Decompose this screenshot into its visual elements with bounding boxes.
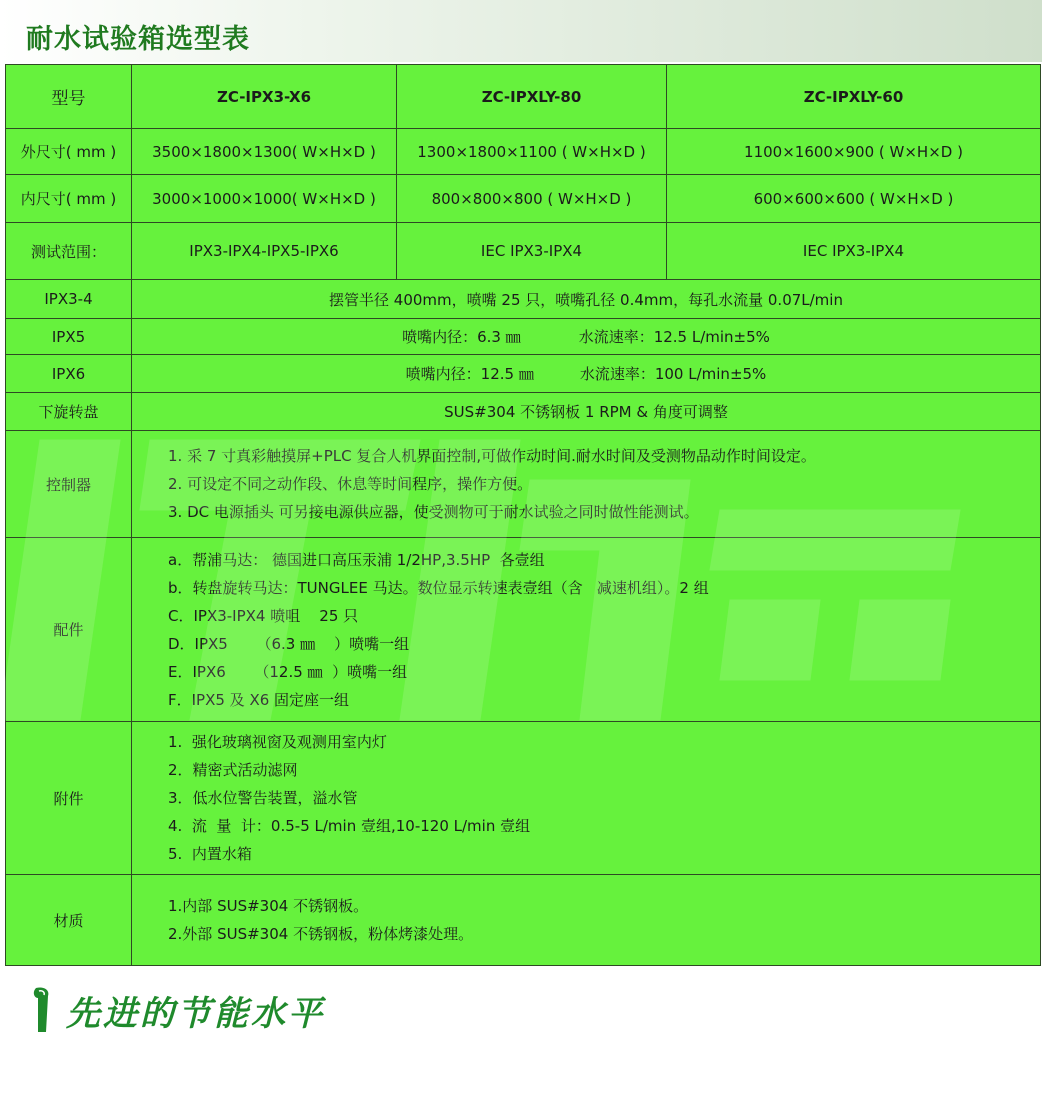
row-label-material: 材质 [6,875,132,966]
table-cell: IPX3-IPX4-IPX5-IPX6 [132,223,397,280]
table-cell: 摆管半径 400mm，喷嘴 25 只，喷嘴孔径 0.4mm，每孔水流量 0.07L/min [132,280,1041,319]
list-item: 1. 采 7 寸真彩触摸屏+PLC 复合人机界面控制,可做作动时间.耐水时间及受测物品动作时间设定。 [168,447,816,465]
table-row-material [6,875,1041,966]
row-label-turntable: 下旋转盘 [6,393,132,431]
list-item: 2.外部 SUS#304 不锈钢板，粉体烤漆处理。 [168,925,474,943]
table-cell: 600×600×600 ( W×H×D ) [667,175,1041,223]
table-cell: 1100×1600×900 ( W×H×D ) [667,129,1041,175]
list-item: 1.内部 SUS#304 不锈钢板。 [168,897,369,915]
list-item: 3. DC 电源插头 可另接电源供应器，使受测物可于耐水试验之同时做性能测试。 [168,503,699,521]
table-row-ipx5 [6,319,1041,355]
list-item: a．帮浦马达： 德国进口高压汞浦 1/2HP,3.5HP 各壹组 [168,550,545,569]
table-row-ipx6 [6,355,1041,393]
table-cell-ipx6 [132,355,1041,393]
table-cell: 1300×1800×1100 ( W×H×D ) [397,129,667,175]
leaf-bar-icon [30,986,52,1034]
table-row-model [6,65,1041,129]
table-row-accessories [6,722,1041,875]
list-item: 5. 内置水箱 [168,845,252,863]
table-cell: SUS#304 不锈钢板 1 RPM & 角度可调整 [132,393,1041,431]
row-label-parts: 配件 [6,538,132,722]
table-row-controller [6,431,1041,538]
list-item: b．转盘旋转马达：TUNGLEE 马达。数位显示转速表壹组（含 减速机组）。2 组 [168,578,709,597]
row-label-test-range: 测试范围： [6,223,132,280]
list-item: C．IPX3-IPX4 喷咀 25 只 [168,606,359,625]
table-row-outer-size [6,129,1041,175]
list-item: 3．低水位警告装置，溢水管 [168,789,358,807]
list-item: 2. 可设定不同之动作段、休息等时间程序，操作方便。 [168,475,533,493]
table-cell: 800×800×800 ( W×H×D ) [397,175,667,223]
table-row-turntable [6,393,1041,431]
row-label-model: 型号 [6,65,132,129]
list-item: F．IPX5 及 X6 固定座一组 [168,690,350,709]
table-row-test-range [6,223,1041,280]
table-cell: 3500×1800×1300( W×H×D ) [132,129,397,175]
row-label-ipx6: IPX6 [6,355,132,393]
section-heading-text: 先进的节能水平 [66,993,325,1034]
nozzle-diameter: 喷嘴内径：12.5 ㎜ [405,365,534,383]
page-title: 耐水试验箱选型表 [26,24,250,55]
table-cell-material [132,875,1041,966]
table-cell-accessories [132,722,1041,875]
nozzle-diameter: 喷嘴内径：6.3 ㎜ [402,328,521,346]
list-item: 2．精密式活动滤网 [168,761,298,779]
row-label-inner-size: 内尺寸( mm ) [6,175,132,223]
flow-rate: 水流速率：100 L/min±5% [579,365,767,383]
row-label-ipx5: IPX5 [6,319,132,355]
list-item: 1. 强化玻璃视窗及观测用室内灯 [168,733,387,751]
row-label-controller: 控制器 [6,431,132,538]
table-cell-ipx5 [132,319,1041,355]
row-label-outer-size: 外尺寸( mm ) [6,129,132,175]
list-item: 4. 流 量 计：0.5-5 L/min 壹组,10-120 L/min 壹组 [168,817,531,835]
model-cell: ZC-IPX3-X6 [132,65,397,129]
list-item: E．IPX6 （12.5 ㎜ ）喷嘴一组 [168,662,408,681]
table-row-ipx34 [6,280,1041,319]
row-label-ipx34: IPX3-4 [6,280,132,319]
section-heading [30,985,325,1035]
table-cell-parts [132,538,1041,722]
table-cell-controller [132,431,1041,538]
model-cell: ZC-IPXLY-60 [667,65,1041,129]
table-cell: IEC IPX3-IPX4 [667,223,1041,280]
table-row-inner-size [6,175,1041,223]
table-cell: IEC IPX3-IPX4 [397,223,667,280]
selection-table [5,64,1041,966]
list-item: D．IPX5 （6.3 ㎜ ）喷嘴一组 [168,634,410,653]
row-label-accessories: 附件 [6,722,132,875]
flow-rate: 水流速率：12.5 L/min±5% [578,328,770,346]
table-row-parts [6,538,1041,722]
table-cell: 3000×1000×1000( W×H×D ) [132,175,397,223]
model-cell: ZC-IPXLY-80 [397,65,667,129]
